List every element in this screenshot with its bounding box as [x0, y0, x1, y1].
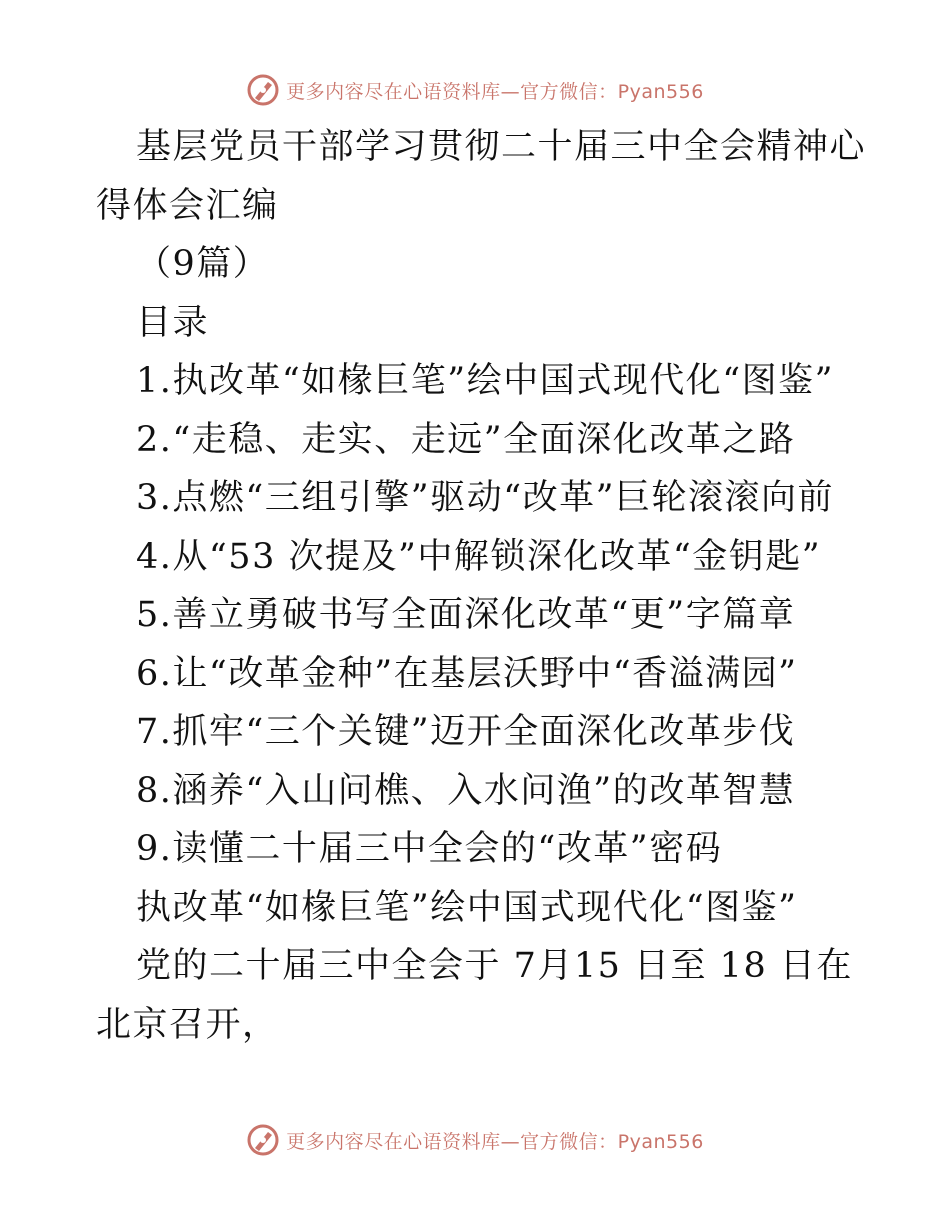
footer-watermark [0, 1120, 950, 1160]
toc-number: 6. [136, 653, 173, 694]
toc-item [96, 469, 866, 528]
body-paragraph: 党的二十届三中全会于 7月15 日至 18 日在北京召开， [96, 946, 853, 1045]
table-of-contents [96, 352, 866, 879]
toc-number: 1. [136, 361, 173, 401]
toc-text: 读懂二十届三中全会的“改革”密码 [172, 829, 723, 869]
toc-text: 执改革“如椽巨笔”绘中国式现代化“图鉴” [172, 361, 834, 401]
toc-number: 4. [136, 536, 173, 577]
watermark-text: 更多内容尽在心语资料库—官方微信：Pyan556 [286, 80, 704, 103]
toc-text: 让“改革金种”在基层沃野中“香溢满园” [172, 653, 798, 694]
document-title: 基层党员干部学习贯彻二十届三中全会精神心得体会汇编 [96, 127, 867, 226]
toc-text: 善立勇破书写全面深化改革“更”字篇章 [172, 595, 796, 635]
toc-heading: 目录 [136, 302, 210, 343]
toc-text: 从“53 次提及”中解锁深化改革“金钥匙” [172, 536, 822, 577]
toc-number: 8. [136, 770, 173, 811]
toc-text: 点燃“三组引擎”驱动“改革”巨轮滚滚向前 [172, 478, 834, 518]
document-body [96, 118, 866, 1054]
toc-number: 5. [136, 595, 173, 635]
toc-item [96, 645, 866, 704]
toc-text: “走稳、走实、走远”全面深化改革之路 [172, 419, 796, 460]
section-title: 执改革“如椽巨笔”绘中国式现代化“图鉴” [136, 887, 798, 928]
watermark-text: 更多内容尽在心语资料库—官方微信：Pyan556 [286, 1130, 704, 1153]
pen-logo-icon [246, 1123, 280, 1157]
toc-text: 抓牢“三个关键”迈开全面深化改革步伐 [172, 712, 796, 752]
toc-number: 3. [136, 478, 173, 518]
toc-item [96, 528, 866, 587]
toc-item [96, 586, 866, 645]
article-count: （9篇） [136, 244, 270, 284]
pen-logo-icon [246, 73, 280, 107]
header-watermark [0, 70, 950, 110]
toc-text: 涵养“入山问樵、入水问渔”的改革智慧 [172, 770, 796, 811]
toc-item [96, 820, 866, 879]
toc-item [96, 352, 866, 411]
toc-number: 7. [136, 712, 173, 752]
toc-item [96, 762, 866, 821]
toc-item [96, 703, 866, 762]
toc-number: 2. [136, 419, 173, 460]
toc-item [96, 411, 866, 470]
toc-number: 9. [136, 829, 173, 869]
